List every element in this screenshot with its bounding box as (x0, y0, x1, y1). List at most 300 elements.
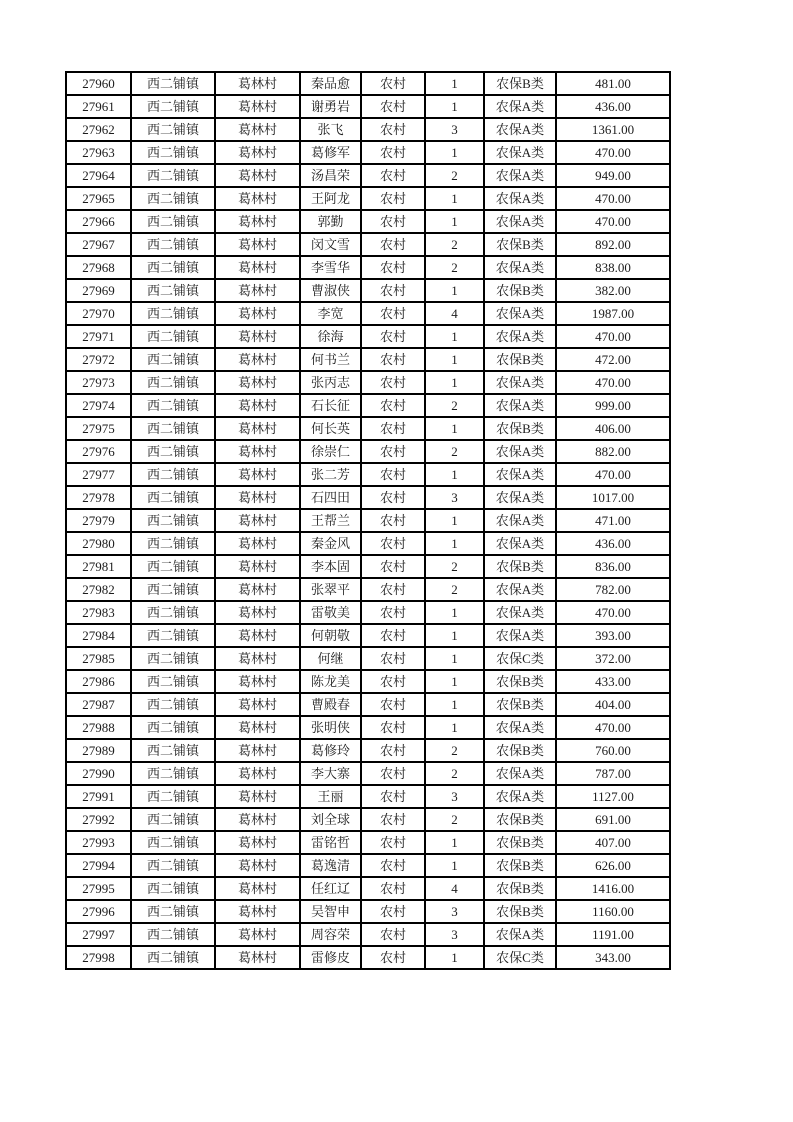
record-id-cell: 27962 (66, 118, 131, 141)
village-cell: 葛林村 (215, 670, 300, 693)
person-name-cell: 王阿龙 (300, 187, 361, 210)
person-count-cell: 1 (425, 325, 484, 348)
insurance-class-cell: 农保B类 (484, 854, 556, 877)
person-count-cell: 1 (425, 601, 484, 624)
person-count-cell: 1 (425, 831, 484, 854)
record-id-cell: 27996 (66, 900, 131, 923)
amount-cell: 1416.00 (556, 877, 670, 900)
village-cell: 葛林村 (215, 279, 300, 302)
person-count-cell: 1 (425, 371, 484, 394)
record-id-cell: 27961 (66, 95, 131, 118)
town-cell: 西二铺镇 (131, 371, 215, 394)
village-cell: 葛林村 (215, 624, 300, 647)
residence-type-cell: 农村 (361, 233, 425, 256)
village-cell: 葛林村 (215, 923, 300, 946)
table-row (66, 532, 670, 555)
table-row (66, 394, 670, 417)
record-id-cell: 27974 (66, 394, 131, 417)
record-id-cell: 27972 (66, 348, 131, 371)
record-id-cell: 27976 (66, 440, 131, 463)
town-cell: 西二铺镇 (131, 233, 215, 256)
insurance-class-cell: 农保A类 (484, 486, 556, 509)
record-id-cell: 27979 (66, 509, 131, 532)
record-id-cell: 27967 (66, 233, 131, 256)
table-row (66, 785, 670, 808)
town-cell: 西二铺镇 (131, 877, 215, 900)
insurance-class-cell: 农保B类 (484, 831, 556, 854)
residence-type-cell: 农村 (361, 900, 425, 923)
residence-type-cell: 农村 (361, 417, 425, 440)
person-count-cell: 1 (425, 348, 484, 371)
insurance-class-cell: 农保A类 (484, 440, 556, 463)
person-count-cell: 1 (425, 72, 484, 95)
amount-cell: 406.00 (556, 417, 670, 440)
amount-cell: 691.00 (556, 808, 670, 831)
amount-cell: 343.00 (556, 946, 670, 969)
person-count-cell: 4 (425, 877, 484, 900)
residence-type-cell: 农村 (361, 739, 425, 762)
table-row (66, 946, 670, 969)
record-id-cell: 27987 (66, 693, 131, 716)
amount-cell: 836.00 (556, 555, 670, 578)
residence-type-cell: 农村 (361, 647, 425, 670)
table-row (66, 417, 670, 440)
person-count-cell: 3 (425, 923, 484, 946)
village-cell: 葛林村 (215, 739, 300, 762)
person-count-cell: 1 (425, 624, 484, 647)
amount-cell: 787.00 (556, 762, 670, 785)
town-cell: 西二铺镇 (131, 348, 215, 371)
record-id-cell: 27982 (66, 578, 131, 601)
insurance-class-cell: 农保A类 (484, 463, 556, 486)
amount-cell: 436.00 (556, 95, 670, 118)
amount-cell: 470.00 (556, 325, 670, 348)
person-count-cell: 2 (425, 440, 484, 463)
residence-type-cell: 农村 (361, 670, 425, 693)
amount-cell: 470.00 (556, 141, 670, 164)
insurance-class-cell: 农保B类 (484, 233, 556, 256)
insurance-class-cell: 农保A类 (484, 716, 556, 739)
residence-type-cell: 农村 (361, 532, 425, 555)
village-cell: 葛林村 (215, 831, 300, 854)
residence-type-cell: 农村 (361, 394, 425, 417)
person-name-cell: 张飞 (300, 118, 361, 141)
village-cell: 葛林村 (215, 647, 300, 670)
amount-cell: 382.00 (556, 279, 670, 302)
person-count-cell: 1 (425, 647, 484, 670)
town-cell: 西二铺镇 (131, 394, 215, 417)
table-row (66, 670, 670, 693)
residence-type-cell: 农村 (361, 601, 425, 624)
amount-cell: 782.00 (556, 578, 670, 601)
amount-cell: 481.00 (556, 72, 670, 95)
amount-cell: 470.00 (556, 371, 670, 394)
residence-type-cell: 农村 (361, 762, 425, 785)
insurance-class-cell: 农保A类 (484, 601, 556, 624)
record-id-cell: 27986 (66, 670, 131, 693)
record-id-cell: 27988 (66, 716, 131, 739)
amount-cell: 999.00 (556, 394, 670, 417)
person-name-cell: 秦品愈 (300, 72, 361, 95)
person-name-cell: 石四田 (300, 486, 361, 509)
person-name-cell: 秦金风 (300, 532, 361, 555)
person-name-cell: 徐海 (300, 325, 361, 348)
insurance-class-cell: 农保B类 (484, 877, 556, 900)
town-cell: 西二铺镇 (131, 555, 215, 578)
town-cell: 西二铺镇 (131, 486, 215, 509)
town-cell: 西二铺镇 (131, 716, 215, 739)
insurance-class-cell: 农保B类 (484, 900, 556, 923)
record-id-cell: 27984 (66, 624, 131, 647)
village-cell: 葛林村 (215, 72, 300, 95)
person-count-cell: 4 (425, 302, 484, 325)
town-cell: 西二铺镇 (131, 325, 215, 348)
residence-type-cell: 农村 (361, 624, 425, 647)
table-row (66, 923, 670, 946)
residence-type-cell: 农村 (361, 371, 425, 394)
town-cell: 西二铺镇 (131, 647, 215, 670)
insurance-class-cell: 农保A类 (484, 256, 556, 279)
person-count-cell: 2 (425, 164, 484, 187)
town-cell: 西二铺镇 (131, 923, 215, 946)
table-row (66, 716, 670, 739)
person-count-cell: 3 (425, 900, 484, 923)
person-count-cell: 2 (425, 555, 484, 578)
insurance-class-cell: 农保A类 (484, 624, 556, 647)
village-cell: 葛林村 (215, 210, 300, 233)
insurance-class-cell: 农保A类 (484, 578, 556, 601)
insurance-class-cell: 农保B类 (484, 72, 556, 95)
table-row (66, 256, 670, 279)
record-id-cell: 27973 (66, 371, 131, 394)
person-count-cell: 1 (425, 946, 484, 969)
table-row (66, 762, 670, 785)
insurance-class-cell: 农保C类 (484, 647, 556, 670)
table-row (66, 302, 670, 325)
amount-cell: 433.00 (556, 670, 670, 693)
record-id-cell: 27970 (66, 302, 131, 325)
village-cell: 葛林村 (215, 601, 300, 624)
person-name-cell: 闵文雪 (300, 233, 361, 256)
residence-type-cell: 农村 (361, 555, 425, 578)
record-id-cell: 27997 (66, 923, 131, 946)
person-count-cell: 1 (425, 141, 484, 164)
village-cell: 葛林村 (215, 877, 300, 900)
insurance-class-cell: 农保A类 (484, 325, 556, 348)
person-name-cell: 王帮兰 (300, 509, 361, 532)
town-cell: 西二铺镇 (131, 693, 215, 716)
town-cell: 西二铺镇 (131, 95, 215, 118)
record-id-cell: 27992 (66, 808, 131, 831)
insurance-class-cell: 农保A类 (484, 394, 556, 417)
village-cell: 葛林村 (215, 578, 300, 601)
insurance-class-cell: 农保B类 (484, 670, 556, 693)
village-cell: 葛林村 (215, 164, 300, 187)
residence-type-cell: 农村 (361, 118, 425, 141)
town-cell: 西二铺镇 (131, 785, 215, 808)
village-cell: 葛林村 (215, 808, 300, 831)
person-count-cell: 1 (425, 417, 484, 440)
insurance-class-cell: 农保B类 (484, 693, 556, 716)
person-name-cell: 郭勤 (300, 210, 361, 233)
table-row (66, 463, 670, 486)
amount-cell: 1017.00 (556, 486, 670, 509)
record-id-cell: 27965 (66, 187, 131, 210)
record-id-cell: 27960 (66, 72, 131, 95)
person-name-cell: 何朝敬 (300, 624, 361, 647)
table-row (66, 325, 670, 348)
record-id-cell: 27964 (66, 164, 131, 187)
amount-cell: 1987.00 (556, 302, 670, 325)
person-count-cell: 2 (425, 394, 484, 417)
residence-type-cell: 农村 (361, 187, 425, 210)
amount-cell: 470.00 (556, 716, 670, 739)
residence-type-cell: 农村 (361, 463, 425, 486)
record-id-cell: 27981 (66, 555, 131, 578)
insurance-class-cell: 农保B类 (484, 417, 556, 440)
person-count-cell: 2 (425, 762, 484, 785)
person-name-cell: 雷铭哲 (300, 831, 361, 854)
record-id-cell: 27975 (66, 417, 131, 440)
town-cell: 西二铺镇 (131, 440, 215, 463)
table-row (66, 440, 670, 463)
village-cell: 葛林村 (215, 486, 300, 509)
person-count-cell: 1 (425, 693, 484, 716)
amount-cell: 393.00 (556, 624, 670, 647)
insurance-class-cell: 农保A类 (484, 141, 556, 164)
person-count-cell: 3 (425, 486, 484, 509)
table-row (66, 141, 670, 164)
record-id-cell: 27978 (66, 486, 131, 509)
record-id-cell: 27983 (66, 601, 131, 624)
village-cell: 葛林村 (215, 394, 300, 417)
residence-type-cell: 农村 (361, 831, 425, 854)
residence-type-cell: 农村 (361, 486, 425, 509)
person-name-cell: 葛逸清 (300, 854, 361, 877)
person-name-cell: 王丽 (300, 785, 361, 808)
person-count-cell: 3 (425, 785, 484, 808)
person-name-cell: 李宽 (300, 302, 361, 325)
insurance-class-cell: 农保A类 (484, 95, 556, 118)
person-count-cell: 1 (425, 532, 484, 555)
village-cell: 葛林村 (215, 693, 300, 716)
town-cell: 西二铺镇 (131, 256, 215, 279)
person-count-cell: 1 (425, 854, 484, 877)
residence-type-cell: 农村 (361, 854, 425, 877)
residence-type-cell: 农村 (361, 785, 425, 808)
table-row (66, 578, 670, 601)
village-cell: 葛林村 (215, 946, 300, 969)
person-name-cell: 李本固 (300, 555, 361, 578)
amount-cell: 470.00 (556, 187, 670, 210)
person-name-cell: 陈龙美 (300, 670, 361, 693)
insurance-class-cell: 农保A类 (484, 923, 556, 946)
table-row (66, 233, 670, 256)
person-name-cell: 张明侠 (300, 716, 361, 739)
table-row (66, 210, 670, 233)
amount-cell: 1160.00 (556, 900, 670, 923)
person-count-cell: 2 (425, 578, 484, 601)
town-cell: 西二铺镇 (131, 509, 215, 532)
insurance-class-cell: 农保A类 (484, 187, 556, 210)
table-row (66, 808, 670, 831)
town-cell: 西二铺镇 (131, 624, 215, 647)
residence-type-cell: 农村 (361, 141, 425, 164)
person-count-cell: 1 (425, 95, 484, 118)
person-name-cell: 刘全球 (300, 808, 361, 831)
town-cell: 西二铺镇 (131, 532, 215, 555)
residence-type-cell: 农村 (361, 279, 425, 302)
insurance-class-cell: 农保A类 (484, 509, 556, 532)
town-cell: 西二铺镇 (131, 164, 215, 187)
amount-cell: 882.00 (556, 440, 670, 463)
town-cell: 西二铺镇 (131, 739, 215, 762)
insurance-class-cell: 农保A类 (484, 785, 556, 808)
person-name-cell: 徐崇仁 (300, 440, 361, 463)
record-id-cell: 27989 (66, 739, 131, 762)
record-id-cell: 27966 (66, 210, 131, 233)
town-cell: 西二铺镇 (131, 601, 215, 624)
amount-cell: 471.00 (556, 509, 670, 532)
village-cell: 葛林村 (215, 187, 300, 210)
table-row (66, 647, 670, 670)
insurance-class-cell: 农保A类 (484, 532, 556, 555)
town-cell: 西二铺镇 (131, 118, 215, 141)
town-cell: 西二铺镇 (131, 210, 215, 233)
person-count-cell: 2 (425, 739, 484, 762)
person-name-cell: 雷修皮 (300, 946, 361, 969)
person-name-cell: 周容荣 (300, 923, 361, 946)
table-row (66, 693, 670, 716)
record-id-cell: 27969 (66, 279, 131, 302)
village-cell: 葛林村 (215, 440, 300, 463)
record-id-cell: 27994 (66, 854, 131, 877)
record-id-cell: 27985 (66, 647, 131, 670)
person-name-cell: 张翠平 (300, 578, 361, 601)
residence-type-cell: 农村 (361, 95, 425, 118)
residence-type-cell: 农村 (361, 164, 425, 187)
village-cell: 葛林村 (215, 302, 300, 325)
town-cell: 西二铺镇 (131, 854, 215, 877)
table-row (66, 877, 670, 900)
amount-cell: 472.00 (556, 348, 670, 371)
person-count-cell: 1 (425, 670, 484, 693)
person-count-cell: 1 (425, 279, 484, 302)
town-cell: 西二铺镇 (131, 463, 215, 486)
insurance-class-cell: 农保B类 (484, 348, 556, 371)
table-row (66, 601, 670, 624)
record-id-cell: 27968 (66, 256, 131, 279)
town-cell: 西二铺镇 (131, 72, 215, 95)
insurance-class-cell: 农保A类 (484, 118, 556, 141)
village-cell: 葛林村 (215, 762, 300, 785)
person-name-cell: 张二芳 (300, 463, 361, 486)
record-id-cell: 27963 (66, 141, 131, 164)
table-row (66, 348, 670, 371)
town-cell: 西二铺镇 (131, 808, 215, 831)
record-id-cell: 27990 (66, 762, 131, 785)
town-cell: 西二铺镇 (131, 762, 215, 785)
insurance-class-cell: 农保A类 (484, 371, 556, 394)
person-count-cell: 1 (425, 187, 484, 210)
person-count-cell: 2 (425, 256, 484, 279)
village-cell: 葛林村 (215, 555, 300, 578)
amount-cell: 1191.00 (556, 923, 670, 946)
residence-type-cell: 农村 (361, 509, 425, 532)
amount-cell: 760.00 (556, 739, 670, 762)
residence-type-cell: 农村 (361, 348, 425, 371)
town-cell: 西二铺镇 (131, 141, 215, 164)
table-row (66, 486, 670, 509)
village-cell: 葛林村 (215, 256, 300, 279)
town-cell: 西二铺镇 (131, 670, 215, 693)
amount-cell: 838.00 (556, 256, 670, 279)
village-cell: 葛林村 (215, 417, 300, 440)
person-count-cell: 1 (425, 716, 484, 739)
table-row (66, 831, 670, 854)
record-id-cell: 27993 (66, 831, 131, 854)
insurance-class-cell: 农保A类 (484, 762, 556, 785)
table-row (66, 854, 670, 877)
amount-cell: 1127.00 (556, 785, 670, 808)
record-id-cell: 27995 (66, 877, 131, 900)
person-name-cell: 何书兰 (300, 348, 361, 371)
village-cell: 葛林村 (215, 509, 300, 532)
residence-type-cell: 农村 (361, 923, 425, 946)
insurance-class-cell: 农保A类 (484, 302, 556, 325)
person-name-cell: 李大寨 (300, 762, 361, 785)
village-cell: 葛林村 (215, 371, 300, 394)
person-name-cell: 雷敬美 (300, 601, 361, 624)
person-name-cell: 任红辽 (300, 877, 361, 900)
insurance-class-cell: 农保C类 (484, 946, 556, 969)
amount-cell: 626.00 (556, 854, 670, 877)
person-name-cell: 李雪华 (300, 256, 361, 279)
person-count-cell: 1 (425, 463, 484, 486)
residence-type-cell: 农村 (361, 72, 425, 95)
residence-type-cell: 农村 (361, 693, 425, 716)
insurance-class-cell: 农保B类 (484, 279, 556, 302)
person-count-cell: 2 (425, 233, 484, 256)
person-count-cell: 2 (425, 808, 484, 831)
village-cell: 葛林村 (215, 854, 300, 877)
person-name-cell: 葛修军 (300, 141, 361, 164)
table-row (66, 739, 670, 762)
record-id-cell: 27971 (66, 325, 131, 348)
insurance-class-cell: 农保A类 (484, 210, 556, 233)
town-cell: 西二铺镇 (131, 946, 215, 969)
village-cell: 葛林村 (215, 716, 300, 739)
village-cell: 葛林村 (215, 348, 300, 371)
village-cell: 葛林村 (215, 532, 300, 555)
residence-type-cell: 农村 (361, 325, 425, 348)
record-id-cell: 27998 (66, 946, 131, 969)
person-name-cell: 张丙志 (300, 371, 361, 394)
town-cell: 西二铺镇 (131, 279, 215, 302)
village-cell: 葛林村 (215, 233, 300, 256)
records-table-body (66, 72, 670, 969)
table-row (66, 900, 670, 923)
record-id-cell: 27991 (66, 785, 131, 808)
amount-cell: 372.00 (556, 647, 670, 670)
record-id-cell: 27977 (66, 463, 131, 486)
residence-type-cell: 农村 (361, 256, 425, 279)
insurance-class-cell: 农保B类 (484, 808, 556, 831)
village-cell: 葛林村 (215, 900, 300, 923)
table-row (66, 95, 670, 118)
town-cell: 西二铺镇 (131, 831, 215, 854)
person-name-cell: 谢勇岩 (300, 95, 361, 118)
